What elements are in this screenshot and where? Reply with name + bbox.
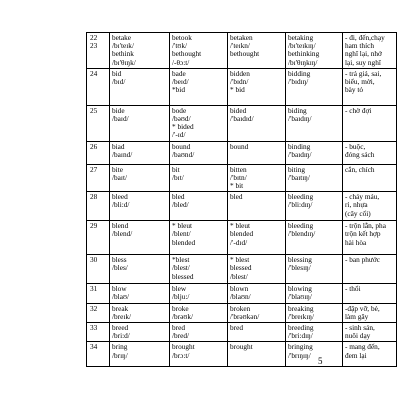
- cell-line: /'bɪdn/: [230, 77, 249, 87]
- past-participle-cell: [228, 303, 286, 322]
- cell-line: bite: [112, 164, 123, 174]
- cell-line: biad: [112, 141, 125, 151]
- cell-line: /bles/: [112, 263, 128, 273]
- cell-line: 24: [90, 68, 98, 78]
- present-participle-cell: [286, 33, 343, 69]
- present-participle-cell: [286, 342, 343, 367]
- table-row: [87, 323, 397, 342]
- cell-line: /'baɪtɪŋ/: [288, 172, 310, 182]
- cell-line: /'baɪdɪŋ/: [288, 114, 312, 124]
- cell-line: * bleut: [230, 221, 251, 231]
- cell-line: 27: [90, 164, 98, 174]
- cell-line: /bred/: [172, 331, 190, 341]
- past-simple-cell: [170, 323, 228, 342]
- cell-line: /bɪ'θɪŋk/: [112, 57, 136, 67]
- row-number: [87, 221, 110, 255]
- cell-line: /'bri:dɪŋ/: [288, 331, 313, 341]
- present-participle-cell: [286, 323, 343, 342]
- cell-line: blend: [112, 221, 129, 231]
- base-form-cell: [110, 164, 170, 192]
- cell-line: broke: [172, 303, 189, 313]
- cell-line: - trộn lẫn, pha: [345, 221, 386, 231]
- cell-line: blew: [172, 284, 187, 294]
- past-participle-cell: [228, 192, 286, 221]
- cell-line: break: [112, 303, 129, 313]
- present-participle-cell: [286, 255, 343, 284]
- table-row: [87, 192, 397, 221]
- cell-line: /blju:/: [172, 292, 190, 302]
- row-number: [87, 164, 110, 192]
- table-row: [87, 342, 397, 367]
- cell-line: 22: [90, 33, 98, 42]
- cell-line: /blaʊn/: [230, 292, 251, 302]
- past-simple-cell: [170, 303, 228, 322]
- cell-line: /brɪŋ/: [112, 350, 128, 360]
- cell-line: /'breɪkɪŋ/: [288, 311, 314, 321]
- cell-line: /breɪk/: [112, 311, 132, 321]
- cell-line: 23: [90, 41, 98, 51]
- cell-line: bleeding: [288, 192, 314, 202]
- cell-line: /baʊnd/: [172, 149, 195, 159]
- cell-line: ham thích: [345, 41, 374, 51]
- cell-line: - sinh sản,: [345, 323, 375, 333]
- cell-line: /'teɪkn/: [230, 41, 250, 51]
- past-simple-cell: [170, 192, 228, 221]
- cell-line: /bəʊd/: [172, 114, 191, 124]
- table-row: [87, 105, 397, 141]
- cell-line: bringing: [288, 342, 313, 352]
- cell-line: lại, suy nghĩ: [345, 57, 381, 67]
- cell-line: (cây cối): [345, 208, 371, 218]
- meaning-cell: [343, 342, 397, 367]
- cell-line: /blent/: [172, 229, 191, 239]
- cell-line: - trả giá, sai,: [345, 68, 382, 78]
- meaning-cell: [343, 255, 397, 284]
- cell-line: bethinking: [288, 49, 320, 59]
- table-row: [87, 284, 397, 303]
- cell-line: bound: [230, 141, 249, 151]
- table-row: [87, 164, 397, 192]
- cell-line: /baɪnd/: [112, 149, 133, 159]
- cell-line: /blend/: [112, 229, 133, 239]
- table-body: [87, 33, 397, 367]
- cell-line: breeding: [288, 323, 314, 333]
- cell-line: - đi, đến,chạy: [345, 33, 385, 42]
- past-simple-cell: [170, 141, 228, 164]
- meaning-cell: [343, 303, 397, 322]
- past-participle-cell: [228, 141, 286, 164]
- cell-line: /bled/: [172, 200, 189, 210]
- cell-line: /'baɪdɪd/: [230, 114, 254, 124]
- past-participle-cell: [228, 323, 286, 342]
- cell-line: betook: [172, 33, 192, 42]
- cell-line: bound: [172, 141, 191, 151]
- cell-line: betaking: [288, 33, 314, 42]
- past-participle-cell: [228, 284, 286, 303]
- base-form-cell: [110, 323, 170, 342]
- cell-line: nghĩ lại, nhớ: [345, 49, 382, 59]
- cell-line: /baɪd/: [112, 114, 129, 124]
- cell-line: /bɪt/: [172, 172, 184, 182]
- cell-line: nuôi dạy: [345, 331, 371, 341]
- cell-line: hài hòa: [345, 237, 367, 247]
- cell-line: bring: [112, 342, 128, 352]
- cell-line: binding: [288, 141, 311, 151]
- cell-line: 25: [90, 105, 98, 115]
- meaning-cell: [343, 164, 397, 192]
- cell-line: /'brɪŋɪŋ/: [288, 350, 311, 360]
- cell-line: /'-dɪd/: [230, 237, 248, 247]
- cell-line: * bit: [230, 181, 244, 191]
- cell-line: bleeding: [288, 221, 314, 231]
- table-row: [87, 33, 397, 69]
- cell-line: /bli:d/: [112, 200, 130, 210]
- cell-line: biding: [288, 105, 307, 115]
- cell-line: /'blaʊɪŋ/: [288, 292, 312, 302]
- cell-line: bidding: [288, 68, 311, 78]
- cell-line: blessed: [230, 263, 252, 273]
- past-simple-cell: [170, 33, 228, 69]
- cell-line: bethink: [112, 49, 134, 59]
- row-number: [87, 192, 110, 221]
- cell-line: blessing: [288, 255, 312, 265]
- cell-line: /'blendɪŋ/: [288, 229, 316, 239]
- past-simple-cell: [170, 221, 228, 255]
- row-number: [87, 284, 110, 303]
- base-form-cell: [110, 284, 170, 303]
- past-participle-cell: [228, 105, 286, 141]
- cell-line: bided: [230, 105, 247, 115]
- present-participle-cell: [286, 164, 343, 192]
- base-form-cell: [110, 105, 170, 141]
- cell-line: - chảy máu,: [345, 192, 380, 202]
- table-row: [87, 141, 397, 164]
- cell-line: bid: [112, 68, 122, 78]
- meaning-cell: [343, 68, 397, 105]
- row-number: [87, 141, 110, 164]
- cell-line: bidden: [230, 68, 250, 78]
- cell-line: cắn, chích: [345, 164, 375, 174]
- cell-line: broken: [230, 303, 251, 313]
- row-number: [87, 68, 110, 105]
- cell-line: biting: [288, 164, 306, 174]
- meaning-cell: [343, 323, 397, 342]
- meaning-cell: [343, 33, 397, 69]
- cell-line: /bɪ'teɪkɪŋ/: [288, 41, 316, 51]
- cell-line: breaking: [288, 303, 314, 313]
- cell-line: /'brəʊkən/: [230, 311, 260, 321]
- cell-line: /bɪ'teɪk/: [112, 41, 134, 51]
- cell-line: trộn kết hợp: [345, 229, 381, 239]
- base-form-cell: [110, 342, 170, 367]
- cell-line: /beɪd/: [172, 77, 189, 87]
- row-number: [87, 303, 110, 322]
- row-number: [87, 255, 110, 284]
- past-participle-cell: [228, 221, 286, 255]
- cell-line: /'tʊk/: [172, 41, 188, 51]
- cell-line: * bleut: [172, 221, 193, 231]
- cell-line: /baɪt/: [112, 172, 127, 182]
- cell-line: - mang đến,: [345, 342, 380, 352]
- table-row: [87, 221, 397, 255]
- past-simple-cell: [170, 164, 228, 192]
- base-form-cell: [110, 33, 170, 69]
- cell-line: 30: [90, 255, 98, 265]
- cell-line: /brəʊk/: [172, 311, 194, 321]
- cell-line: - chờ đợi: [345, 105, 372, 115]
- table-row: [87, 303, 397, 322]
- cell-line: /blest/: [172, 263, 190, 273]
- meaning-cell: [343, 105, 397, 141]
- cell-line: bred: [172, 323, 185, 333]
- past-participle-cell: [228, 68, 286, 105]
- cell-line: bred: [230, 323, 243, 333]
- base-form-cell: [110, 303, 170, 322]
- table-row: [87, 255, 397, 284]
- cell-line: blessed: [172, 271, 194, 281]
- cell-line: *blest: [172, 255, 190, 265]
- present-participle-cell: [286, 284, 343, 303]
- cell-line: bethought: [230, 49, 260, 59]
- table-row: [87, 68, 397, 105]
- cell-line: bless: [112, 255, 127, 265]
- cell-line: biểu, mời,: [345, 77, 375, 87]
- past-participle-cell: [228, 164, 286, 192]
- cell-line: bitten: [230, 164, 247, 174]
- cell-line: /blest/: [230, 271, 248, 281]
- cell-line: bethought: [172, 49, 202, 59]
- cell-line: 33: [90, 323, 98, 333]
- cell-line: breed: [112, 323, 129, 333]
- cell-line: -đập vỡ, bẻ,: [345, 303, 380, 313]
- meaning-cell: [343, 221, 397, 255]
- cell-line: - ban phước: [345, 255, 380, 265]
- cell-line: betake: [112, 33, 132, 42]
- past-simple-cell: [170, 342, 228, 367]
- row-number: [87, 323, 110, 342]
- cell-line: bled: [172, 192, 185, 202]
- base-form-cell: [110, 255, 170, 284]
- meaning-cell: [343, 192, 397, 221]
- cell-line: * bid: [230, 85, 245, 95]
- row-number: [87, 33, 110, 69]
- past-simple-cell: [170, 68, 228, 105]
- cell-line: betaken: [230, 33, 253, 42]
- cell-line: * bided: [172, 122, 194, 132]
- present-participle-cell: [286, 105, 343, 141]
- cell-line: /brɔ:t/: [172, 350, 190, 360]
- cell-line: /-θɔ:t/: [172, 57, 190, 67]
- past-simple-cell: [170, 105, 228, 141]
- present-participle-cell: [286, 221, 343, 255]
- cell-line: bled: [230, 192, 243, 202]
- cell-line: 32: [90, 303, 98, 313]
- cell-line: 34: [90, 342, 98, 352]
- cell-line: /'baɪdɪŋ/: [288, 149, 312, 159]
- cell-line: /'bɪtn/: [230, 172, 247, 182]
- cell-line: bày tỏ: [345, 85, 364, 95]
- present-participle-cell: [286, 192, 343, 221]
- cell-line: bide: [112, 105, 125, 115]
- meaning-cell: [343, 284, 397, 303]
- cell-line: - buộc,: [345, 141, 366, 151]
- present-participle-cell: [286, 141, 343, 164]
- cell-line: 29: [90, 221, 98, 231]
- cell-line: brought: [230, 342, 253, 352]
- cell-line: /bɪ'θɪŋkɪŋ/: [288, 57, 318, 67]
- row-number: [87, 342, 110, 367]
- cell-line: 31: [90, 284, 98, 294]
- cell-line: làm gãy: [345, 311, 369, 321]
- irregular-verb-table: [86, 32, 397, 367]
- cell-line: /'bli:dɪŋ/: [288, 200, 313, 210]
- past-participle-cell: [228, 342, 286, 367]
- base-form-cell: [110, 192, 170, 221]
- cell-line: /'bɪdɪŋ/: [288, 77, 309, 87]
- cell-line: đóng sách: [345, 149, 375, 159]
- base-form-cell: [110, 68, 170, 105]
- cell-line: /'-ɪd/: [172, 130, 186, 140]
- cell-line: /blaʊ/: [112, 292, 129, 302]
- cell-line: blowing: [288, 284, 312, 294]
- cell-line: *bid: [172, 85, 185, 95]
- past-simple-cell: [170, 284, 228, 303]
- cell-line: /bɪd/: [112, 77, 126, 87]
- cell-line: blended: [230, 229, 254, 239]
- cell-line: /'blesɪŋ/: [288, 263, 311, 273]
- cell-line: 26: [90, 141, 98, 151]
- cell-line: bleed: [112, 192, 128, 202]
- cell-line: 28: [90, 192, 98, 202]
- past-participle-cell: [228, 255, 286, 284]
- present-participle-cell: [286, 303, 343, 322]
- past-participle-cell: [228, 33, 286, 69]
- base-form-cell: [110, 221, 170, 255]
- cell-line: * blest: [230, 255, 250, 265]
- cell-line: đem lại: [345, 350, 367, 360]
- cell-line: blow: [112, 284, 127, 294]
- cell-line: bit: [172, 164, 180, 174]
- base-form-cell: [110, 141, 170, 164]
- cell-line: brought: [172, 342, 195, 352]
- cell-line: bade: [172, 68, 186, 78]
- cell-line: - thổi: [345, 284, 361, 294]
- present-participle-cell: [286, 68, 343, 105]
- page-number: 5: [318, 356, 323, 366]
- meaning-cell: [343, 141, 397, 164]
- cell-line: blended: [172, 237, 196, 247]
- cell-line: bode: [172, 105, 187, 115]
- cell-line: /bri:d/: [112, 331, 130, 341]
- row-number: [87, 105, 110, 141]
- cell-line: blown: [230, 284, 249, 294]
- past-simple-cell: [170, 255, 228, 284]
- cell-line: rỉ, nhựa: [345, 200, 368, 210]
